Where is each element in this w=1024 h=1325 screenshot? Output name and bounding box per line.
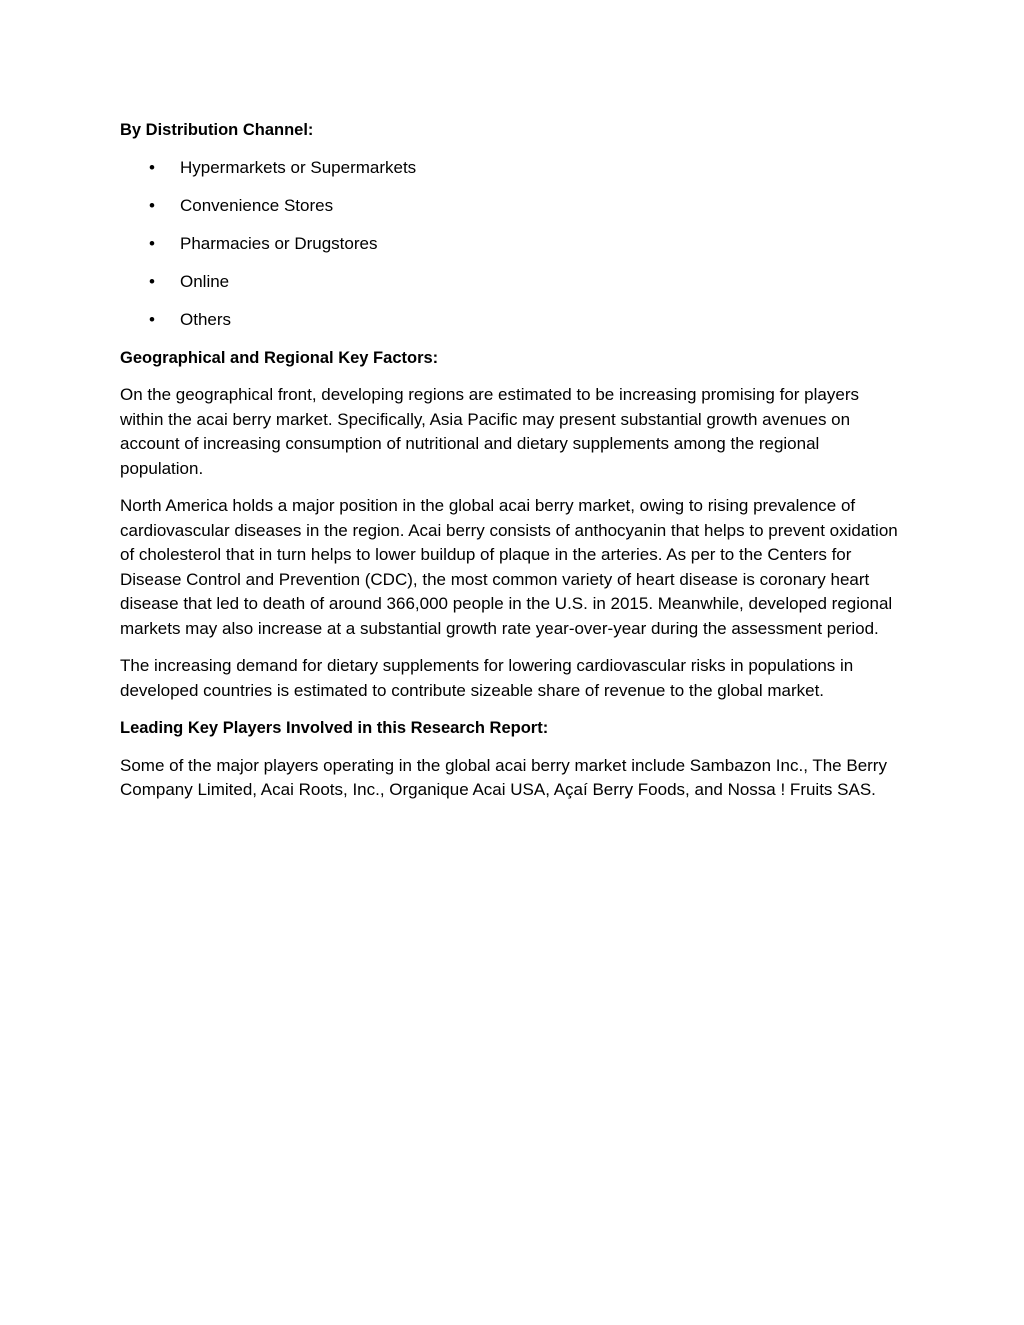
bullet-icon: • <box>149 195 155 215</box>
bullet-icon: • <box>149 233 155 253</box>
geographical-heading: Geographical and Regional Key Factors: <box>120 348 439 367</box>
list-item-label: Hypermarkets or Supermarkets <box>180 157 417 177</box>
geographical-paragraph-2: North America holds a major position in the global acai berry market, owing to rising prevalence of cardiovascular diseases in the region. Acai berry consists of anthocyanin that helps to prevent oxidation of cholesterol that in turn helps to lower buildup of plaque in the arteries. As per to the Centers for Disease Control and Prevention (CDC), the most common variety of heart disease is coronary heart disease that led to death of around 366,000 people in the U.S. in 2015. Meanwhile, developed regional markets may also increase at a substantial growth rate year-over-year during the assessment period. <box>120 496 898 638</box>
list-item <box>120 270 905 295</box>
bullet-icon: • <box>149 271 155 291</box>
list-item-label: Pharmacies or Drugstores <box>180 233 378 253</box>
bullet-icon: • <box>149 157 155 177</box>
list-item-label: Convenience Stores <box>180 195 334 215</box>
geographical-paragraph-1: On the geographical front, developing regions are estimated to be increasing promising for players within the acai berry market. Specifically, Asia Pacific may present substantial growth avenues on account of increasing consumption of nutritional and dietary supplements among the regional population. <box>120 385 859 478</box>
bullet-icon: • <box>149 309 155 329</box>
geographical-paragraph-3: The increasing demand for dietary supplements for lowering cardiovascular risks in populations in developed countries is estimated to contribute sizeable share of revenue to the global market. <box>120 656 854 700</box>
key-players-paragraph: Some of the major players operating in the global acai berry market include Sambazon Inc., The Berry Company Limited, Acai Roots, Inc., Organique Acai USA, Açaí Berry Foods, and Nossa ! Fruits SAS. <box>120 755 887 799</box>
list-item-label: Others <box>180 309 232 329</box>
list-item <box>120 156 905 181</box>
distribution-channel-list <box>120 156 905 333</box>
list-item <box>120 194 905 219</box>
document-page <box>120 118 905 816</box>
list-item <box>120 232 905 257</box>
list-item <box>120 308 905 333</box>
key-players-heading: Leading Key Players Involved in this Research Report: <box>120 719 549 737</box>
list-item-label: Online <box>180 271 230 291</box>
distribution-channel-heading: By Distribution Channel: <box>120 121 314 139</box>
